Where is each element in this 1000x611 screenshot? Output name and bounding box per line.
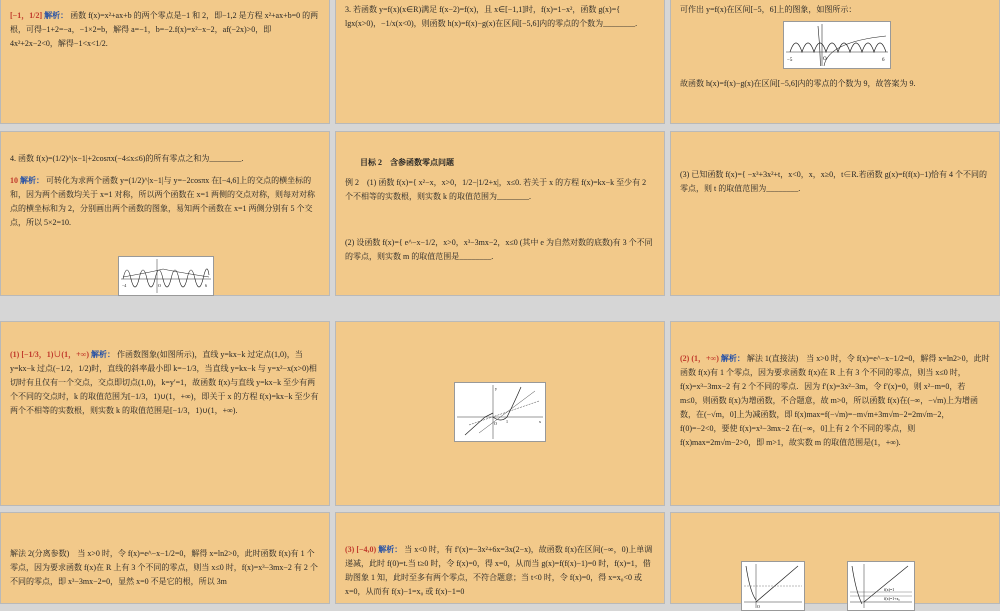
analysis-text: 可转化为求两个函数 y=(1/2)^|x−1|与 y=−2cosπx 在[−4,6]上的交点的横坐标的和，因为两个函数均关于 x=1 对称，所以两个函数在 x=1 两侧的交点对称，则每对对称点的横坐标和为 2，分别画出两个函数的图象，易知两个函数在 x=1 两侧分别有 5 个交点，所以 5×2=10. <box>10 176 316 227</box>
analysis-label: 解析： <box>91 350 116 359</box>
analysis-text: 作函数图象(如图所示)，直线 y=kx−k 过定点(1,0)，当 y=kx−k 过点(−1/2，1/2)时，直线的斜率最小即 k=−1/3，当直线 y=kx−k 与 y=x²−x(x>0)相切时有且仅有一个交点，交点即切点(1,0)，k=y′=1，故函数 f(x)与直线 y=kx−k 至少有两个不同的交点时，k 的取值范围为[−1/3，1)∪(1，+∞)，即关于 x 的方程 f(x)=kx−k 至少有两个不相等的实数根，则实数 k 的取值范围是[−1/3，1)∪(1，+∞). <box>10 350 319 415</box>
slide-4 <box>0 131 330 296</box>
figure-2-graph <box>847 561 915 611</box>
slide-7-analysis <box>10 348 320 418</box>
analysis-label: 解析： <box>44 11 69 20</box>
analysis-text: 函数 f(x)=x²+ax+b 的两个零点是−1 和 2，即−1,2 是方程 x²+ax+b=0 的两根，可得−1+2=−a，−1×2=b，解得 a=−1，b=−2.f(x)=x²−x−2，af(−2x)>0，即 4x²+2x−2<0，解得−1<x<1/2. <box>10 11 319 48</box>
slide-10 <box>0 512 330 604</box>
analysis-label: 解析： <box>378 545 403 554</box>
slide-4-analysis <box>10 174 320 230</box>
answer-tag: (3) [−4,0) <box>345 545 377 554</box>
label-origin: O <box>158 283 161 288</box>
graph-intro-text: 可作出 y=f(x)在区间[−5，6]上的图象，如图所示： <box>680 5 857 14</box>
slide-5 <box>335 131 665 296</box>
line-label-1: f(x)=1 <box>884 587 895 592</box>
answer-tag: [−1，1/2] <box>10 11 43 20</box>
label-origin: O <box>823 57 827 62</box>
example-2-part-3: (3) 已知函数 f(x)={ −x³+3x²+t，x<0，x，x≥0，t∈R.若函数 g(x)=f(f(x)−1)恰有 4 个不同的零点，则 t 的取值范围为________. <box>680 170 988 193</box>
question-3: 3. 若函数 y=f(x)(x∈R)满足 f(x−2)=f(x)，且 x∈[−1,1]时，f(x)=1−x²，函数 g(x)={ lgx(x>0)，−1/x(x<0)，则函数 h(x)=f(x)−g(x)在区间[−5,6]内的零点的个数为________. <box>345 5 638 28</box>
question-4: 4. 函数 f(x)=(1/2)^|x−1|+2cosπx(−4≤x≤6)的所有零点之和为________. <box>10 154 244 163</box>
label-n6: 6 <box>882 58 885 63</box>
label-n4: −4 <box>122 283 127 288</box>
example-2-part-1: 例 2 (1) 函数 f(x)={ x²−x，x>0，1/2−|1/2+x|，x≤0. 若关于 x 的方程 f(x)=kx−k 至少有 2 个不相等的实数根，则实数 k 的取值范围为________. <box>345 178 647 201</box>
label-x: x <box>539 419 541 424</box>
section-title: 目标 2 含参函数零点问题 <box>360 158 454 167</box>
periodic-function-graph <box>783 21 891 69</box>
answer-tag: (2) (1，+∞) <box>680 354 719 363</box>
slide-11 <box>335 512 665 604</box>
graph-conclusion: 故函数 h(x)=f(x)−g(x)在区间[−5,6]内的零点的个数为 9，故答案为 9. <box>680 79 916 88</box>
slide-8 <box>335 321 665 506</box>
slide-9 <box>670 321 1000 506</box>
slide-1-text <box>10 9 320 51</box>
analysis-text: 当 x<0 时，有 f′(x)=−3x²+6x=3x(2−x)，故函数 f(x)在区间(−∞，0)上单调递减，此时 f(0)=t.当 t≥0 时，令 f(x)=0，得 x=0，从而当 g(x)=f(f(x)−1)=0 时，f(x)=1，借助图象 1 知，此时至多有两个零点，不符合题意；当 t<0 时，令 f(x)=0，得 x=x₀<0 或 x=0，从而有 f(x)−1=x₀ 或 f(x)−1=0 <box>345 545 653 596</box>
analysis-label: 解析： <box>20 176 44 185</box>
method-2-text: 解法 2(分离参数) 当 x>0 时，令 f(x)=e^−x−1/2=0，解得 x=ln2>0，此时函数 f(x)有 1 个零点，因为要求函数 f(x)在 R 上有 3 个不同的零点，则当 x≤0 时，f(x)=x³−3mx−2 有 2 个不同的零点，即 x³−3mx−2=0，显然 x=0 不是它的根，所以 3m <box>10 549 318 586</box>
slide-1 <box>0 0 330 124</box>
slide-9-analysis <box>680 352 990 450</box>
slide-11-analysis <box>345 543 655 599</box>
slide-12 <box>670 512 1000 609</box>
analysis-label: 解析： <box>720 354 745 363</box>
example-2-part-2: (2) 设函数 f(x)={ e^−x−1/2，x>0，x³−3mx−2，x≤0 (其中 e 为自然对数的底数)有 3 个不同的零点，则实数 m 的取值范围是________. <box>345 238 653 261</box>
slide-6 <box>670 131 1000 296</box>
slide-7 <box>0 321 330 506</box>
label-n5: −5 <box>787 58 793 63</box>
answer-tag: 10 <box>10 176 18 185</box>
answer-tag: (1) [−1/3，1)∪(1，+∞) <box>10 350 90 359</box>
analysis-text: 解法 1(直接法) 当 x>0 时，令 f(x)=e^−x−1/2=0，解得 x=ln2>0，此时函数 f(x)有 1 个零点，因为要求函数 f(x)在 R 上有 3 个不同的零点，则当 x≤0 时，f(x)=x³−3mx−2 有 2 个不同的零点．因为 f′(x)=3x²−3m，令 f′(x)=0，则 x²−m=0，若 m≤0，则函数 f(x)为增函数，不合题意，故 m>0，所以函数 f(x)在(−∞，−√m)上为增函数，在(−√m，0]上为减函数，即 f(x)max=f(−√m)=−m√m+3m√m−2=2m√m−2，f(0)=−2<0，要使 f(x)=x³−3mx−2 在(−∞，0]上有 2 个不同的零点，则 f(x)max=2m√m−2>0，即 m>1，故实数 m 的取值范围是(1，+∞). <box>680 354 990 447</box>
slide-2 <box>335 0 665 124</box>
label-y: y <box>495 386 497 391</box>
label-n1: 1 <box>506 419 508 424</box>
slide-3 <box>670 0 1000 124</box>
cosine-intersection-graph <box>118 256 214 296</box>
label-origin: O <box>757 604 760 609</box>
line-label-2: f(x)=1+x₀ <box>884 596 900 601</box>
piecewise-function-graph <box>454 382 546 442</box>
figure-1-graph <box>741 561 805 611</box>
label-n6: 6 <box>205 283 207 288</box>
label-origin: O <box>494 421 497 426</box>
